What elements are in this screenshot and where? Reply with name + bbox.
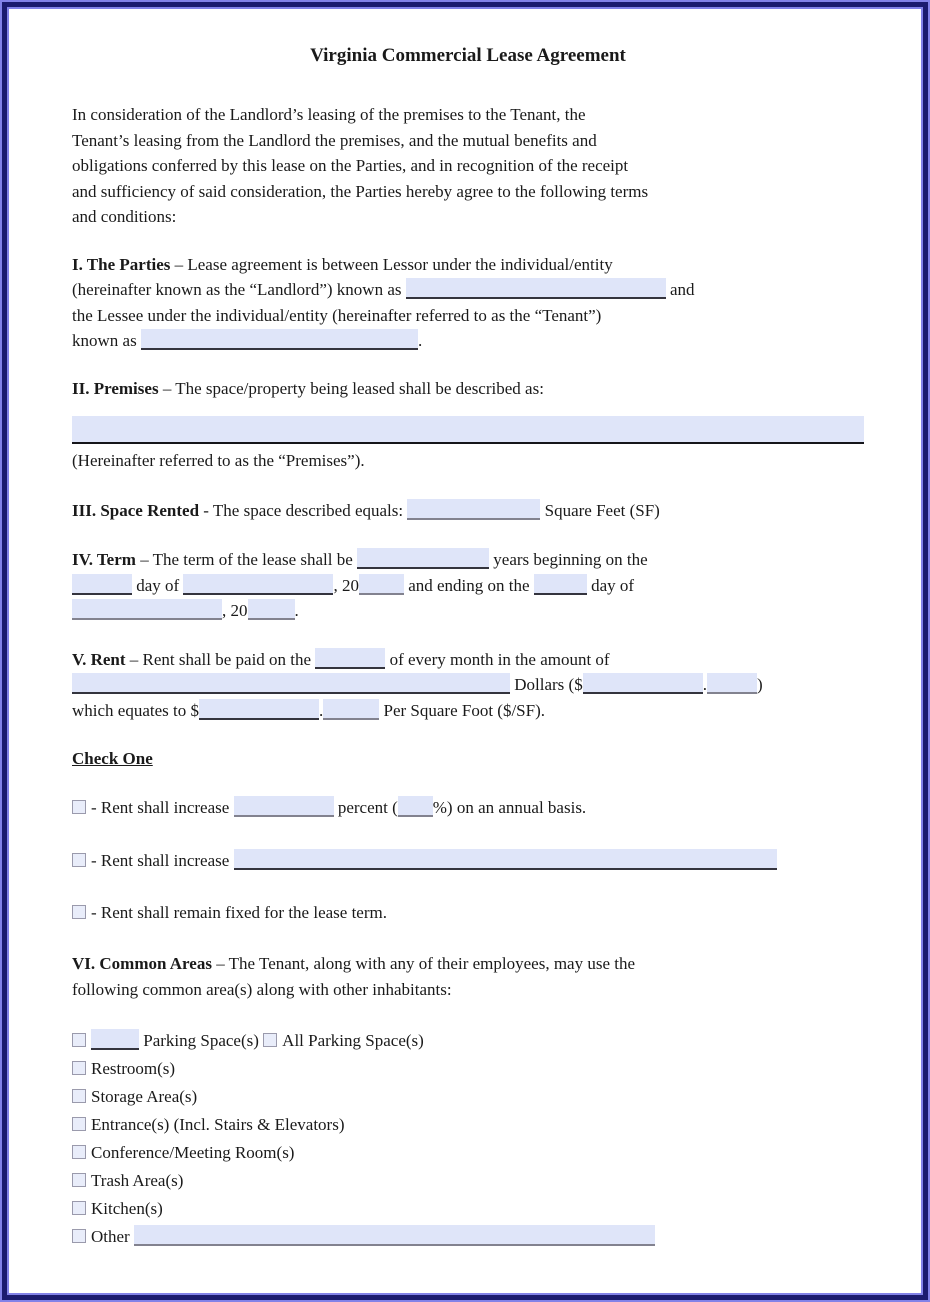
parties-text: the Lessee under the individual/entity (hereinafter referred to as the “Tenant”) <box>72 305 602 325</box>
premises-text: – The space/property being leased shall be described as: <box>162 378 544 398</box>
rent-text: ) <box>756 675 763 694</box>
checkbox-restrooms[interactable] <box>72 1061 86 1075</box>
parties-line-2 <box>72 277 864 303</box>
parties-line-4 <box>72 328 864 354</box>
common-areas-list <box>72 1027 864 1251</box>
rent-text: . <box>702 675 707 694</box>
parties-text: known as <box>72 331 137 350</box>
common-areas-line-1 <box>72 951 864 977</box>
list-item-entrances <box>72 1111 864 1139</box>
rent-line-1 <box>72 647 864 673</box>
checkbox-other[interactable] <box>72 1229 86 1243</box>
list-item-storage <box>72 1083 864 1111</box>
document-title: Virginia Commercial Lease Agreement <box>310 45 626 66</box>
term-end-day-field[interactable] <box>534 574 587 595</box>
parties-text: (hereinafter known as the “Landlord”) known as <box>72 280 402 299</box>
premises-description-field[interactable] <box>72 416 864 444</box>
rent-line-2 <box>72 672 864 698</box>
check-one-heading: Check One <box>72 749 153 768</box>
list-item-label: Entrance(s) (Incl. Stairs & Elevators) <box>91 1115 345 1134</box>
checkbox-parking-spaces[interactable] <box>72 1033 86 1047</box>
section-premises <box>72 376 864 474</box>
rent-text: of every month in the amount of <box>389 649 610 669</box>
rent-psf-cents-field[interactable] <box>323 699 379 720</box>
parties-line-3 <box>72 303 864 329</box>
term-line-1 <box>72 547 864 573</box>
parties-text: . <box>417 331 423 350</box>
rent-amount-words-field[interactable] <box>72 673 510 694</box>
rent-increase-percent-field[interactable] <box>398 796 433 817</box>
checkbox-trash[interactable] <box>72 1173 86 1187</box>
other-common-area-field[interactable] <box>134 1225 655 1246</box>
option-text: - Rent shall increase <box>91 851 230 870</box>
common-areas-heading: VI. Common Areas <box>72 954 212 973</box>
other-label: Other <box>91 1227 130 1246</box>
rent-increase-amount-field[interactable] <box>234 796 334 817</box>
checkbox-storage[interactable] <box>72 1089 86 1103</box>
term-start-month-field[interactable] <box>183 574 333 595</box>
term-text: day of <box>136 575 180 595</box>
term-text: , 20 <box>222 601 248 620</box>
section-common-areas <box>72 951 864 1002</box>
page-frame-navy <box>2 2 928 1300</box>
option-rent-fixed <box>72 900 864 926</box>
term-text: and ending on the <box>408 575 530 595</box>
option-text: - Rent shall increase <box>91 797 230 817</box>
intro-line: In consideration of the Landlord’s leasing of the premises to the Tenant, the <box>72 105 586 124</box>
square-feet-field[interactable] <box>407 499 540 520</box>
term-text: . <box>294 601 299 620</box>
space-rented-text: - The space described equals: <box>203 500 404 520</box>
term-line-2 <box>72 573 864 599</box>
parking-label: Parking Space(s) <box>143 1031 259 1050</box>
parties-line-1 <box>72 252 864 278</box>
page-frame-inner <box>7 7 923 1295</box>
premises-caption: (Hereinafter referred to as the “Premises”). <box>72 451 365 470</box>
intro-paragraph <box>72 102 864 230</box>
rent-amount-dollars-field[interactable] <box>583 673 703 694</box>
section-parties <box>72 252 864 354</box>
parties-text: – Lease agreement is between Lessor under the individual/entity <box>174 254 613 274</box>
section-space-rented <box>72 498 864 524</box>
all-parking-label: All Parking Space(s) <box>282 1031 424 1050</box>
list-item-label: Conference/Meeting Room(s) <box>91 1143 295 1162</box>
term-years-field[interactable] <box>357 548 489 569</box>
rent-text: Per Square Foot ($/SF). <box>383 700 545 720</box>
checkbox-all-parking[interactable] <box>263 1033 277 1047</box>
list-item-label: Trash Area(s) <box>91 1171 184 1190</box>
premises-line-1 <box>72 376 864 402</box>
space-rented-line <box>72 498 864 524</box>
intro-line: obligations conferred by this lease on the Parties, and in recognition of the receipt <box>72 156 629 175</box>
lease-document <box>9 9 921 1293</box>
rent-text: . <box>319 700 324 720</box>
option-text: %) on an annual basis. <box>432 797 587 817</box>
parking-spaces-count-field[interactable] <box>91 1029 139 1050</box>
checkbox-kitchen[interactable] <box>72 1201 86 1215</box>
term-heading: IV. Term <box>72 550 136 569</box>
rent-text: Dollars ($ <box>514 675 583 694</box>
section-rent <box>72 647 864 724</box>
common-areas-line-2: following common area(s) along with other inhabitants: <box>72 979 452 999</box>
space-rented-heading: III. Space Rented <box>72 500 200 520</box>
list-item-kitchen <box>72 1195 864 1223</box>
term-start-year-field[interactable] <box>359 574 404 595</box>
term-start-day-field[interactable] <box>72 574 132 595</box>
list-item-parking <box>72 1027 864 1055</box>
intro-line: and conditions: <box>72 207 177 226</box>
list-item-other <box>72 1223 864 1251</box>
list-item-label: Restroom(s) <box>91 1059 176 1078</box>
intro-line: Tenant’s leasing from the Landlord the premises, and the mutual benefits and <box>72 130 597 150</box>
rent-due-day-field[interactable] <box>315 648 385 669</box>
term-end-year-field[interactable] <box>248 599 295 620</box>
premises-heading: II. Premises <box>72 378 159 398</box>
option-text: percent ( <box>337 797 398 817</box>
parties-heading: I. The Parties <box>72 254 171 274</box>
term-end-month-field[interactable] <box>72 599 222 620</box>
list-item-trash <box>72 1167 864 1195</box>
checkbox-conference[interactable] <box>72 1145 86 1159</box>
checkbox-rent-increase-annual[interactable] <box>72 800 86 814</box>
list-item-conference <box>72 1139 864 1167</box>
list-item-label: Storage Area(s) <box>91 1087 198 1106</box>
section-term <box>72 547 864 624</box>
list-item-restrooms <box>72 1055 864 1083</box>
option-text: - Rent shall remain fixed for the lease term. <box>91 902 387 922</box>
intro-line: and sufficiency of said consideration, the Parties hereby agree to the following terms <box>72 181 649 201</box>
list-item-label: Kitchen(s) <box>91 1199 163 1218</box>
rent-text: – Rent shall be paid on the <box>129 649 312 669</box>
rent-line-3 <box>72 698 864 724</box>
rent-increase-description-field[interactable] <box>234 849 777 870</box>
parties-text: and <box>669 280 695 299</box>
rent-psf-dollars-field[interactable] <box>199 699 319 720</box>
tenant-name-field[interactable] <box>141 329 418 350</box>
common-areas-text: – The Tenant, along with any of their employees, may use the <box>216 954 636 973</box>
checkbox-rent-fixed[interactable] <box>72 905 86 919</box>
term-text: , 20 <box>333 575 359 595</box>
option-rent-increase-annual <box>72 795 864 821</box>
term-text: – The term of the lease shall be <box>140 550 353 569</box>
space-rented-text: Square Feet (SF) <box>544 500 660 520</box>
term-text: day of <box>591 575 635 595</box>
rent-amount-cents-field[interactable] <box>707 673 757 694</box>
check-one-heading-block <box>72 746 864 772</box>
term-text: years beginning on the <box>493 550 648 569</box>
landlord-name-field[interactable] <box>406 278 666 299</box>
rent-heading: V. Rent <box>72 649 126 669</box>
checkbox-entrances[interactable] <box>72 1117 86 1131</box>
rent-text: which equates to $ <box>72 700 199 720</box>
checkbox-rent-increase-other[interactable] <box>72 853 86 867</box>
term-line-3 <box>72 598 864 624</box>
option-rent-increase-other <box>72 848 864 874</box>
